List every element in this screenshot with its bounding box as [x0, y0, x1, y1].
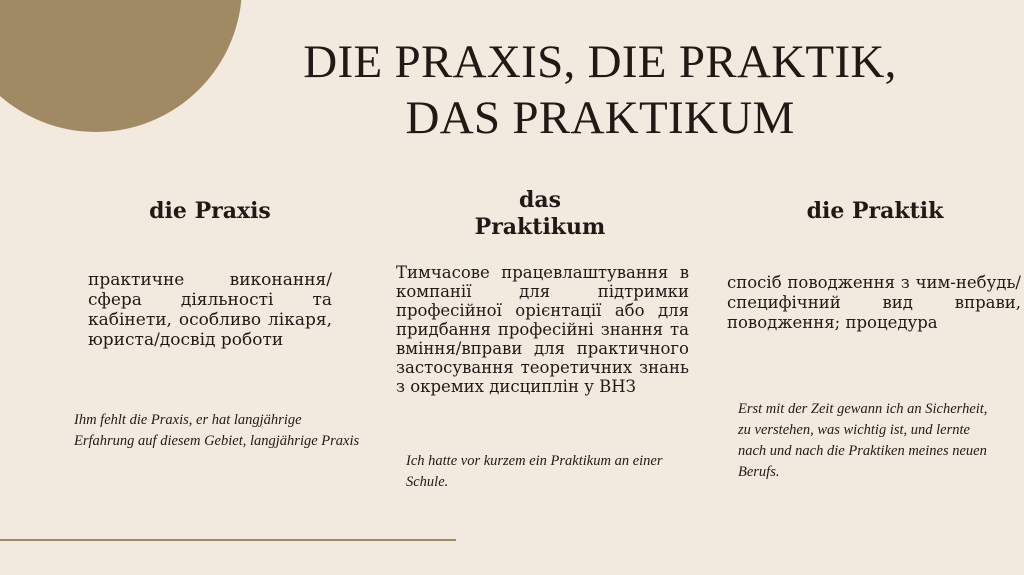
- praxis-definition: практичне виконання/ сфера діяльності та кабінети, особливо лікаря, юриста/досвід роботи: [88, 270, 332, 350]
- slide-title-line-1: DIE PRAXIS, DIE PRAKTIK,: [303, 36, 897, 88]
- bottom-divider: [0, 539, 456, 541]
- slide-title: [228, 34, 972, 146]
- slide-title-line-2: DAS PRAKTIKUM: [405, 92, 795, 144]
- praktik-definition: спосіб поводження з чим-небудь/специфічний вид вправи, поводження; процедура: [727, 273, 1021, 332]
- praxis-example: Ihm fehlt die Praxis, er hat langjährige Erfahrung auf diesem Gebiet, langjährige Praxis: [74, 412, 360, 449]
- praxis-heading: die Praxis: [149, 198, 271, 224]
- praktikum-example: Ich hatte vor kurzem ein Praktikum an einer Schule.: [406, 453, 663, 490]
- decorative-circle: [0, 0, 242, 132]
- praktikum-definition: Тимчасове працевлаштування в компанії для підтримки професійної орієнтації або для придбання професійні знання та вміння/вправи для практичного застосування теоретичних знань з окремих дисциплін у ВНЗ: [396, 263, 689, 396]
- praktik-example: Erst mit der Zeit gewann ich an Sicherheit, zu verstehen, was wichtig ist, und lernte nach und nach die Praktiken meines neuen Berufs.: [738, 401, 988, 480]
- praktikum-heading: das Praktikum: [474, 187, 606, 240]
- praktik-heading: die Praktik: [806, 198, 944, 224]
